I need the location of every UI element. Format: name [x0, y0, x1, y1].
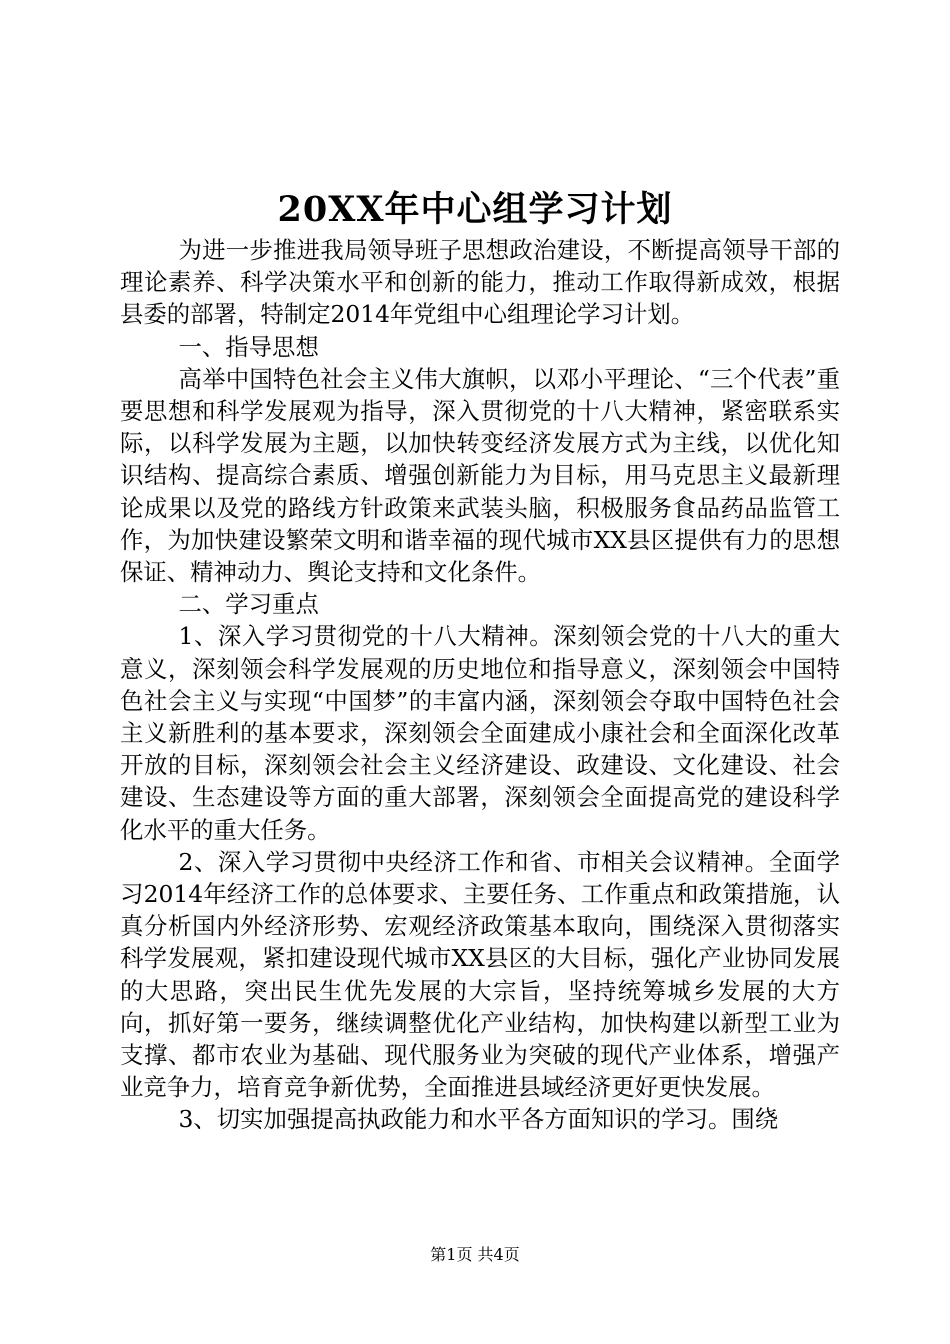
section-heading-guiding-thought: 一、指导思想: [178, 332, 319, 361]
study-focus-item-2: 2、深入学习贯彻中央经济工作和省、市相关会议精神。全面学习2014年经济工作的总体要求、主要任务、工作重点和政策措施，认真分析国内外经济形势、宏观经济政策基本取向，围绕深入贯彻落实科学发展观，紧扣建设现代城市XX县区的大目标，强化产业协同发展的大思路，突出民生优先发展的大宗旨，坚持统筹城乡发展的大方向，抓好第一要务，继续调整优化产业结构，加快构建以新型工业为支撑、都市农业为基础、现代服务业为突破的现代产业体系，增强产业竞争力，培育竞争新优势，全面推进县域经济更好更快发展。: [120, 847, 840, 1102]
section-heading-study-focus: 二、学习重点: [178, 590, 319, 619]
page-number-footer: 第1页 共4页: [430, 1245, 520, 1264]
study-focus-item-3: 3、切实加强提高执政能力和水平各方面知识的学习。围绕: [178, 1105, 779, 1134]
document-title: 20XX年中心组学习计划: [277, 189, 673, 230]
intro-paragraph: 为进一步推进我局领导班子思想政治建设，不断提高领导干部的理论素养、科学决策水平和创新的能力，推动工作取得新成效，根据县委的部署，特制定2014年党组中心组理论学习计划。: [120, 236, 840, 329]
document-body: [120, 234, 840, 1136]
study-focus-item-1: 1、深入学习贯彻党的十八大精神。深刻领会党的十八大的重大意义，深刻领会科学发展观的历史地位和指导意义，深刻领会中国特色社会主义与实现“中国梦”的丰富内涵，深刻领会夺取中国特色社会主义新胜利的基本要求，深刻领会全面建成小康社会和全面深化改革开放的目标，深刻领会社会主义经济建设、政建设、文化建设、社会建设、生态建设等方面的重大部署，深刻领会全面提高党的建设科学化水平的重大任务。: [120, 622, 840, 844]
guiding-thought-paragraph: 高举中国特色社会主义伟大旗帜，以邓小平理论、“三个代表”重要思想和科学发展观为指导，深入贯彻党的十八大精神，紧密联系实际，以科学发展为主题，以加快转变经济发展方式为主线，以优化知识结构、提高综合素质、增强创新能力为目标，用马克思主义最新理论成果以及党的路线方针政策来武装头脑，积极服务食品药品监管工作，为加快建设繁荣文明和谐幸福的现代城市XX县区提供有力的思想保证、精神动力、舆论支持和文化条件。: [120, 364, 840, 587]
